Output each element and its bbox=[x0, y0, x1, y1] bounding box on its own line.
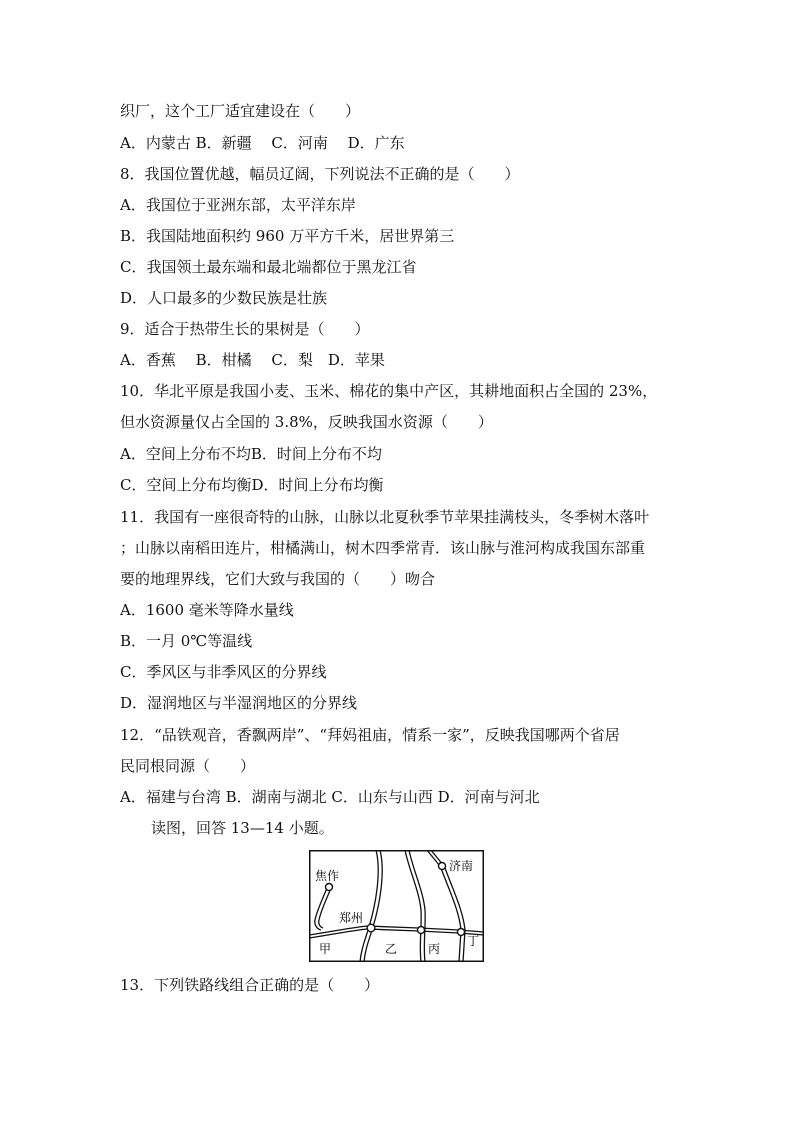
q11-option-d: D．湿润地区与半湿润地区的分界线 bbox=[120, 694, 358, 712]
q8-option-a: A．我国位于亚洲东部，太平洋东岸 bbox=[120, 196, 356, 214]
q11-stem-line3: 要的地理界线，它们大致与我国的（ ）吻合 bbox=[120, 570, 436, 588]
label-yi: 乙 bbox=[385, 942, 398, 956]
label-ding: 丁 bbox=[467, 934, 480, 948]
q8-option-d: D．人口最多的少数民族是壮族 bbox=[120, 289, 328, 307]
q7-text-end: 织厂，这个工厂适宜建设在（ ） bbox=[120, 102, 361, 120]
q12-stem-line1: 12．“品铁观音，香飘两岸”、“拜妈祖庙，情系一家”，反映我国哪两个省居 bbox=[120, 726, 620, 744]
q12-stem-line2: 民同根同源（ ） bbox=[120, 757, 256, 775]
q10-options-cd: C．空间上分布均衡D．时间上分布均衡 bbox=[120, 476, 384, 494]
q11-option-b: B．一月 0℃等温线 bbox=[120, 632, 253, 650]
q7-options: A．内蒙古 B．新疆 C．河南 D．广东 bbox=[120, 134, 405, 152]
station-zhengzhou bbox=[367, 924, 375, 932]
q11-option-c: C．季风区与非季风区的分界线 bbox=[120, 663, 327, 681]
q10-options-ab: A．空间上分布不均B．时间上分布不均 bbox=[120, 445, 382, 463]
map-intro: 读图，回答 13—14 小题。 bbox=[151, 819, 334, 837]
q10-stem-line1: 10．华北平原是我国小麦、玉米、棉花的集中产区，其耕地面积占全国的 23%， bbox=[120, 382, 658, 400]
label-bing: 丙 bbox=[428, 942, 441, 956]
q8-stem: 8．我国位置优越，幅员辽阔，下列说法不正确的是（ ） bbox=[120, 165, 520, 183]
q11-stem-line1: 11．我国有一座很奇特的山脉，山脉以北夏秋季节苹果挂满枝头，冬季树木落叶 bbox=[120, 508, 650, 526]
label-jiaozuo: 焦作 bbox=[315, 869, 340, 883]
label-jinan: 济南 bbox=[449, 859, 474, 873]
q9-stem: 9．适合于热带生长的果树是（ ） bbox=[120, 320, 370, 338]
station-junction-ding bbox=[458, 929, 465, 936]
q11-option-a: A．1600 毫米等降水量线 bbox=[120, 601, 294, 619]
station-jinan bbox=[439, 863, 446, 870]
q8-option-c: C．我国领土最东端和最北端都位于黑龙江省 bbox=[120, 258, 417, 276]
q13-stem: 13．下列铁路线组合正确的是（ ） bbox=[120, 976, 380, 994]
q12-options: A．福建与台湾 B．湖南与湖北 C．山东与山西 D．河南与河北 bbox=[120, 788, 540, 806]
label-zhengzhou: 郑州 bbox=[339, 911, 364, 925]
railway-map bbox=[309, 850, 484, 962]
station-jiaozuo bbox=[326, 884, 333, 891]
q8-option-b: B．我国陆地面积约 960 万平方千米，居世界第三 bbox=[120, 227, 455, 245]
q10-stem-line2: 但水资源量仅占全国的 3.8%，反映我国水资源（ ） bbox=[120, 413, 493, 431]
q9-options: A．香蕉 B．柑橘 C．梨 D．苹果 bbox=[120, 351, 385, 369]
label-jia: 甲 bbox=[319, 942, 332, 956]
q11-stem-line2: ；山脉以南稻田连片，柑橘满山，树木四季常青．该山脉与淮河构成我国东部重 bbox=[120, 539, 646, 557]
station-junction-bing bbox=[418, 927, 425, 934]
